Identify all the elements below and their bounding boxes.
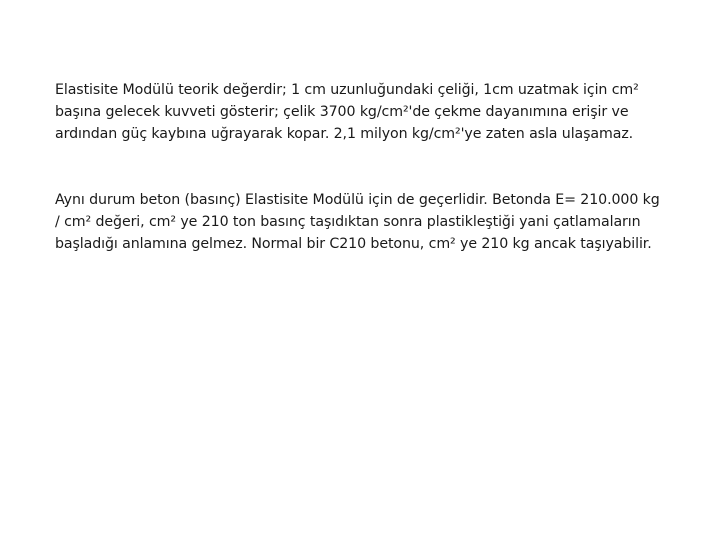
text-line: Elastisite Modülü teorik değerdir; 1 cm uzunluğundaki çeliği, 1cm uzatmak için cm² <box>55 82 639 98</box>
text-line: / cm² değeri, cm² ye 210 ton basınç taşıdıktan sonra plastikleştiği yani çatlamaların <box>55 214 641 230</box>
paragraph-elastic-modulus-concrete <box>55 189 685 255</box>
text-line: başladığı anlamına gelmez. Normal bir C210 betonu, cm² ye 210 kg ancak taşıyabilir. <box>55 236 652 252</box>
text-line: başına gelecek kuvveti gösterir; çelik 3700 kg/cm²'de çekme dayanımına erişir ve <box>55 104 629 120</box>
paragraph-elastic-modulus-steel <box>55 79 685 145</box>
text-line: ardından güç kaybına uğrayarak kopar. 2,1 milyon kg/cm²'ye zaten asla ulaşamaz. <box>55 126 634 142</box>
text-line: Aynı durum beton (basınç) Elastisite Modülü için de geçerlidir. Betonda E= 210.000 kg <box>55 192 660 208</box>
